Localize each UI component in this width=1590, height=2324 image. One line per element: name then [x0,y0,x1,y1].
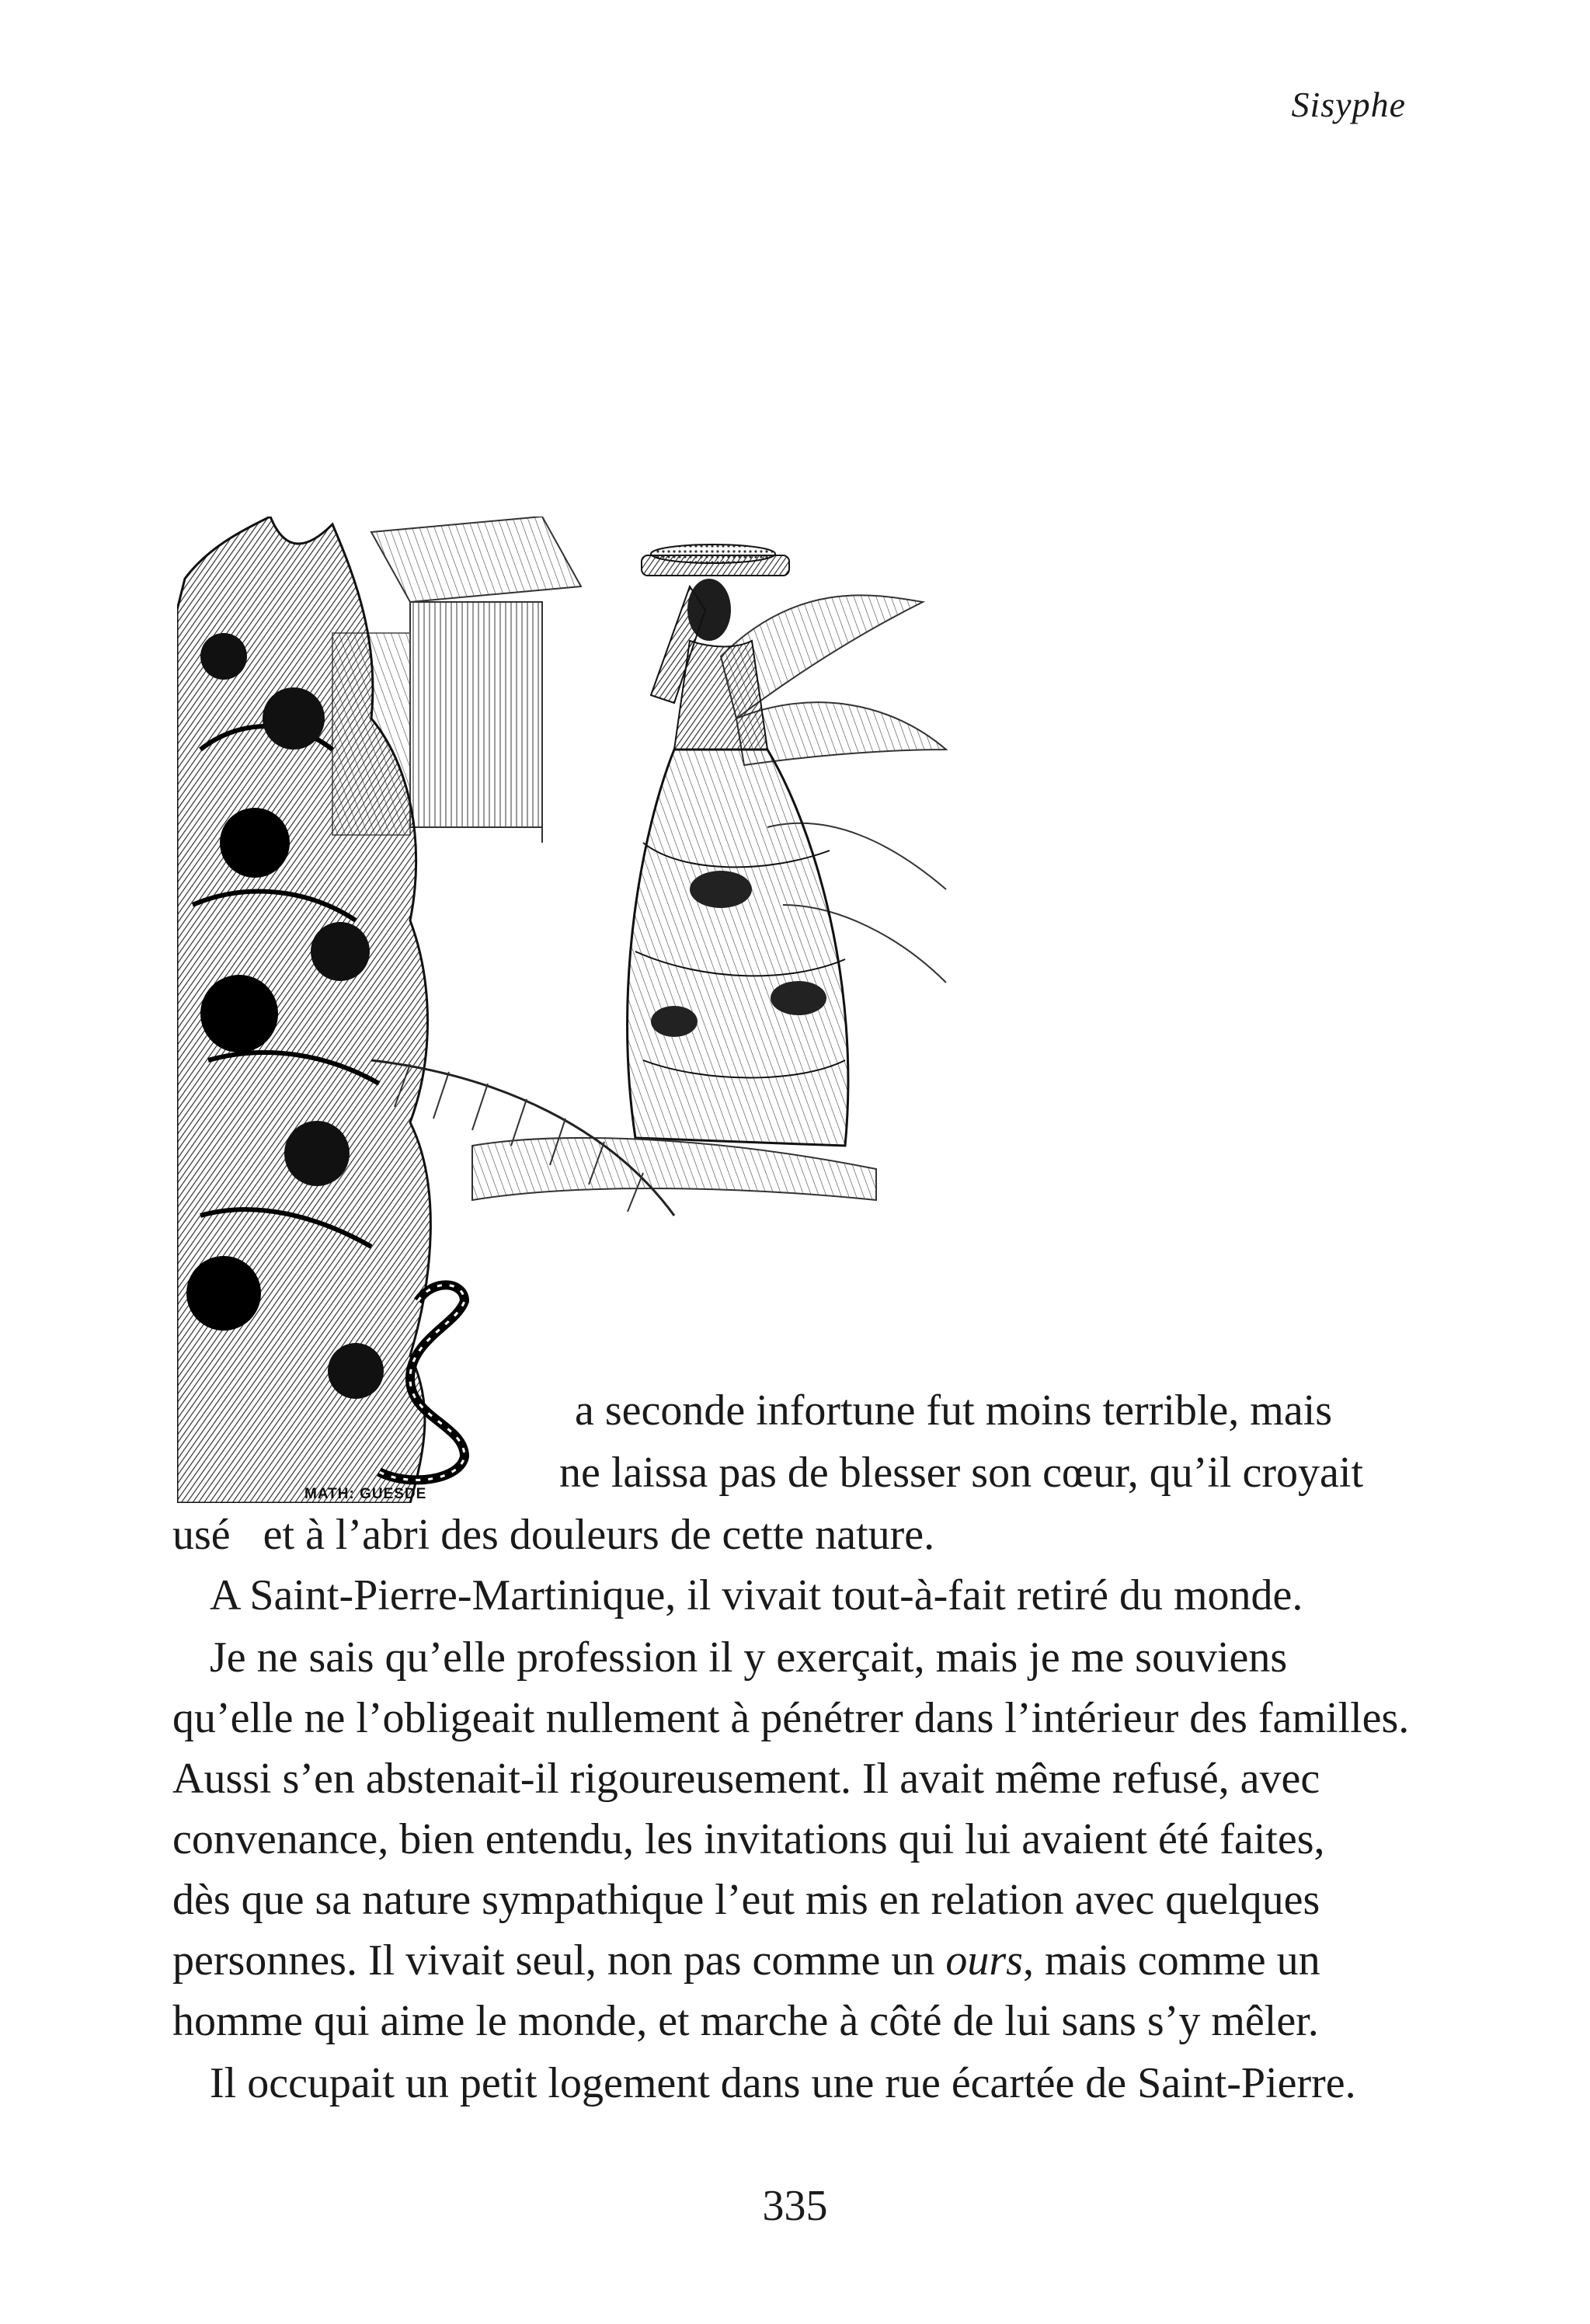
page-number: 335 [762,2182,828,2230]
running-head: Sisyphe [1291,85,1406,124]
text-line: Il occupait un petit logement dans une rue écartée de Saint-Pierre. [210,2059,1356,2107]
text-line: usé et à l’abri des douleurs de cette nature. [172,1511,935,1559]
ground-drawing [472,1138,876,1200]
text-line: Je ne sais qu’elle profession il y exerçait, mais je me souviens [210,1633,1288,1682]
text-line: ne laissa pas de blesser son cœur, qu’il croyait [559,1449,1364,1497]
text-line: a seconde infortune fut moins terrible, mais [575,1386,1333,1435]
text-line: qu’elle ne l’obligeait nullement à pénétrer dans l’intérieur des familles. [172,1694,1410,1742]
text-line: Aussi s’en abstenait-il rigoureusement. Il avait même refusé, avec [172,1755,1320,1803]
text-line: dès que sa nature sympathique l’eut mis en relation avec quelques [172,1876,1320,1924]
text-line: homme qui aime le monde, et marche à côté de lui sans s’y mêler. [172,1997,1319,2045]
illustrator-signature: MATH: GUESDE [304,1486,427,1502]
text-line: personnes. Il vivait seul, non pas comme un ours, mais comme un [172,1936,1320,1985]
text-line: convenance, bien entendu, les invitations qui lui avaient été faites, [172,1815,1325,1863]
text-line: A Saint-Pierre-Martinique, il vivait tout-à-fait retiré du monde. [210,1571,1303,1619]
emphasis-ours: ours [945,1936,1023,1985]
engraved-initial-illustration [177,517,960,1503]
